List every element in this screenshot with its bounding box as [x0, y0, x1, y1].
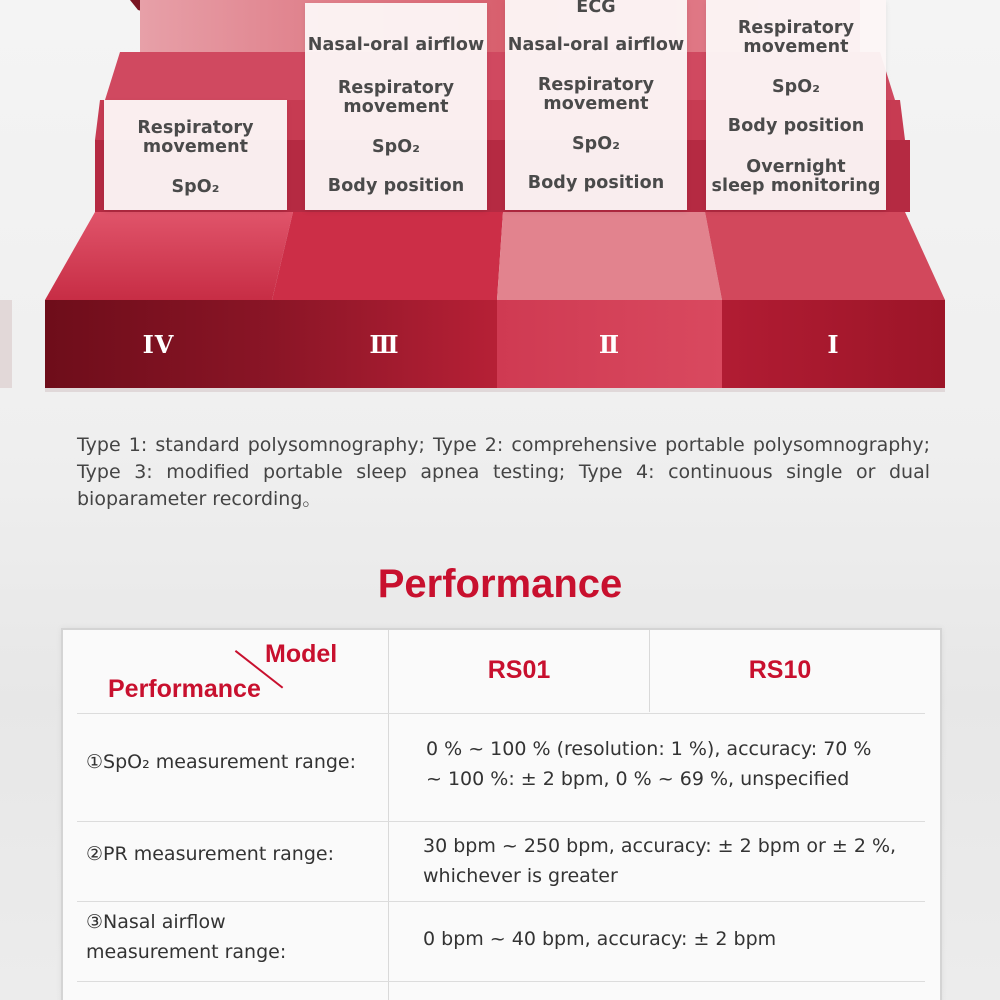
type-i-item-4: Overnight sleep monitoring — [711, 157, 881, 196]
platform-top-i — [705, 212, 945, 300]
type-iv-card — [104, 100, 287, 210]
type-i-item-1: Respiratory movement — [737, 18, 855, 57]
type-iii-item-1: Nasal-oral airflow — [307, 35, 485, 55]
header-performance-label: Performance — [108, 675, 261, 703]
row-airflow-value: 0 bpm ~ 40 bpm, accuracy: ± 2 bpm — [423, 928, 777, 950]
type-description: Type 1: standard polysomnography; Type 2: comprehensive portable polysomnography; Type 3: modified portable sleep apnea testing; Type 4: continuous single or dual bioparameter recording。 — [77, 434, 930, 510]
table-divider-label-col — [388, 630, 389, 1000]
type-iv-label: IV — [142, 329, 175, 359]
row-pr-label: ②PR measurement range: — [86, 843, 334, 865]
model-rs10: RS10 — [748, 656, 812, 684]
type-iii-item-3: SpO₂ — [371, 137, 421, 157]
table-divider-row-1 — [77, 821, 925, 822]
row-spo2-value: 0 % ~ 100 % (resolution: 1 %), accuracy: 70 % ~ 100 %: ± 2 bpm, 0 % ~ 69 %, unspecified — [426, 738, 872, 790]
platform-top-iv — [45, 212, 293, 300]
row-spo2-label: ①SpO₂ measurement range: — [86, 751, 357, 773]
sleep-test-type-diagram — [0, 0, 1000, 400]
row-airflow-label: ③Nasal airflow measurement range: — [86, 911, 287, 963]
type-ii-label: Ⅱ — [598, 329, 621, 359]
platform-top-ii — [497, 212, 722, 300]
platform-top-iii — [272, 212, 503, 300]
type-ii-item-2: Nasal-oral airflow — [507, 35, 685, 55]
type-ii-item-4: SpO₂ — [571, 134, 621, 154]
type-iii-label: Ⅲ — [369, 329, 400, 359]
table-divider-row-3 — [77, 981, 925, 982]
type-ii-item-3: Respiratory movement — [537, 75, 655, 114]
table-divider-header — [77, 713, 925, 714]
table-divider-row-2 — [77, 901, 925, 902]
type-iv-item-1: Respiratory movement — [137, 118, 254, 157]
row-pr-value: 30 bpm ~ 250 bpm, accuracy: ± 2 bpm or ± 2 %, whichever is greater — [423, 835, 897, 887]
type-i-card — [706, 0, 886, 210]
type-i-item-2: SpO₂ — [771, 77, 821, 97]
type-i-item-3: Body position — [727, 116, 865, 136]
performance-title: Performance — [377, 562, 623, 606]
type-iii-card — [305, 3, 487, 210]
type-ii-card — [505, 0, 687, 210]
type-iii-item-4: Body position — [327, 176, 465, 196]
type-i-label: I — [827, 329, 840, 359]
type-ii-item-1: ECG — [576, 0, 616, 17]
type-iii-item-2: Respiratory movement — [337, 78, 455, 117]
header-model-label: Model — [265, 640, 338, 668]
model-rs01: RS01 — [487, 656, 551, 684]
type-iv-item-2: SpO₂ — [171, 177, 220, 197]
type-ii-item-5: Body position — [527, 173, 665, 193]
